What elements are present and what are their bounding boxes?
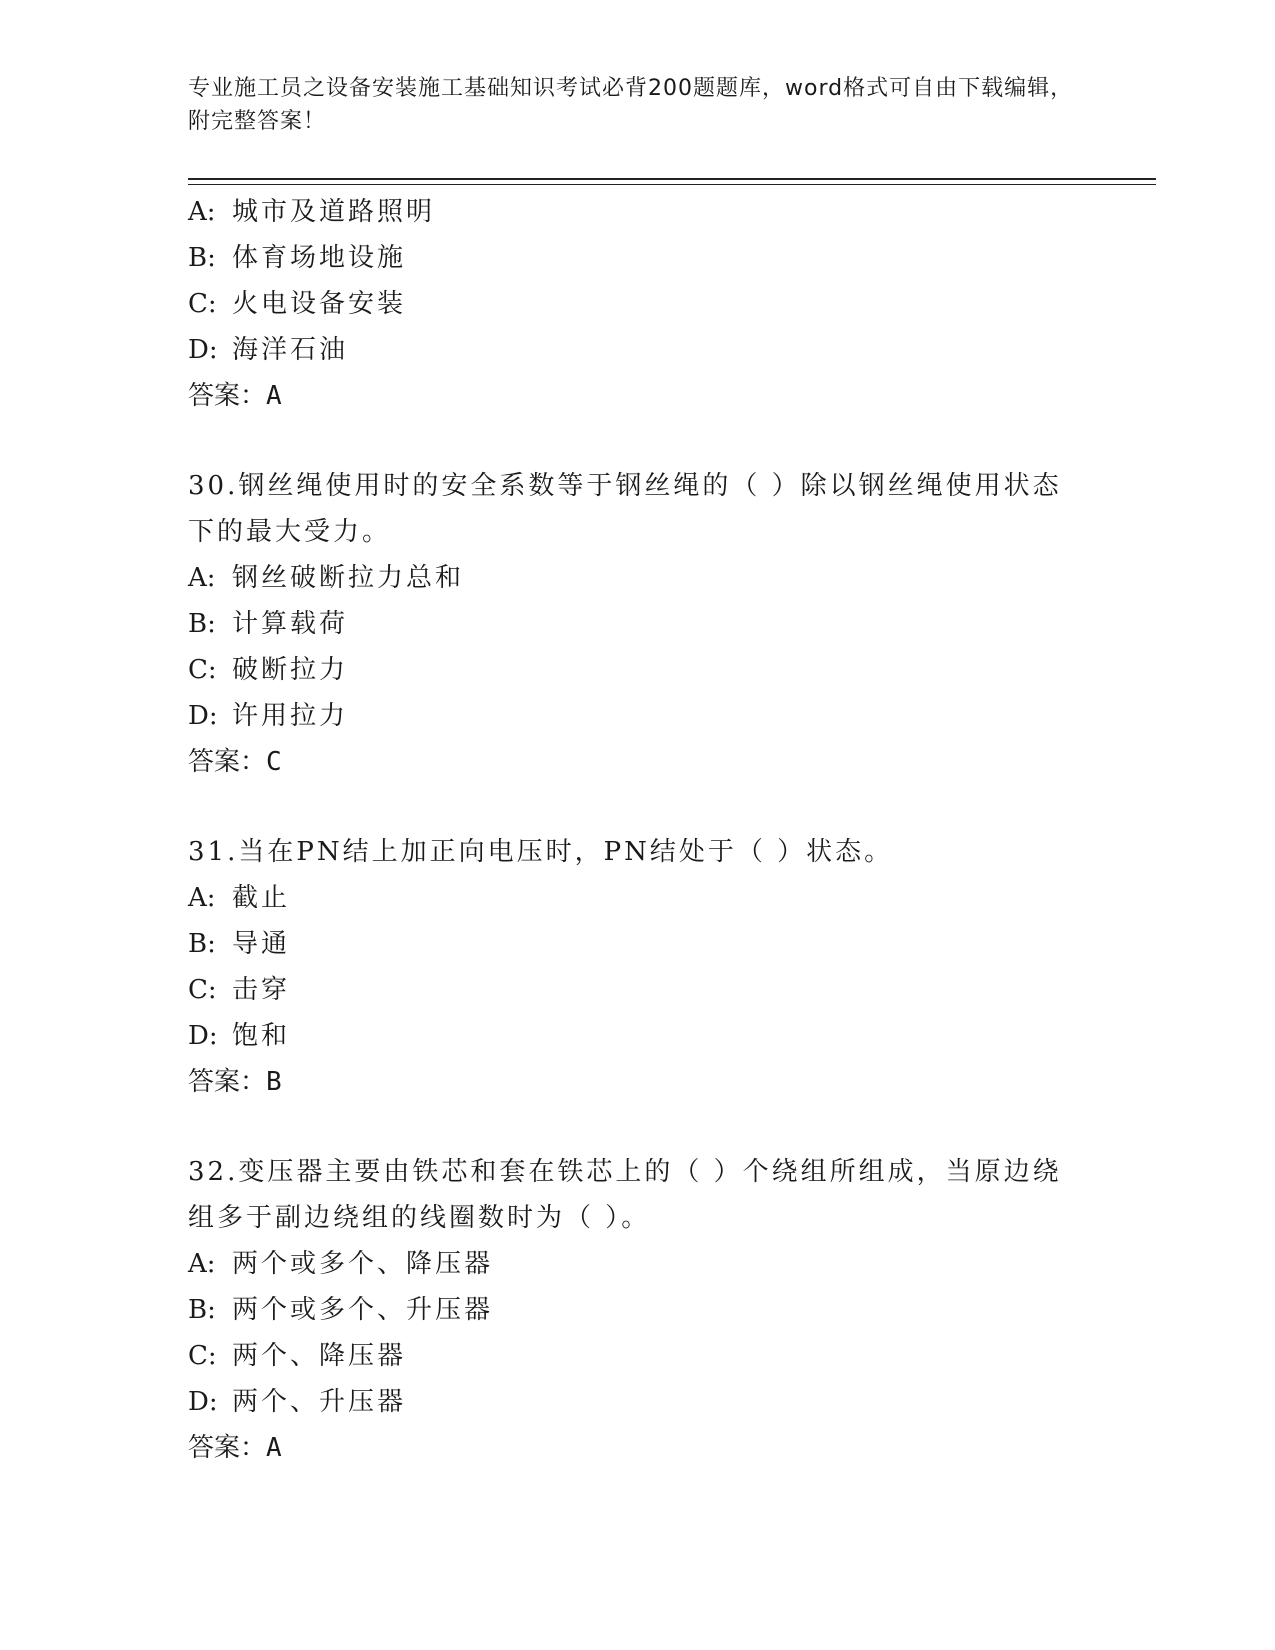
answer-value: B (266, 1067, 282, 1097)
option-letter: C: (188, 289, 217, 319)
answer-line (188, 1059, 1088, 1105)
option-d (188, 693, 1088, 739)
answer-line (188, 739, 1088, 785)
option-d (188, 1379, 1088, 1425)
answer-label: 答案： (188, 381, 267, 411)
option-c (188, 281, 1088, 327)
option-d (188, 1013, 1088, 1059)
answer-value: C (266, 747, 282, 777)
option-text: 许用拉力 (232, 701, 349, 731)
option-text: 截止 (232, 883, 291, 913)
option-d (188, 327, 1088, 373)
option-text: 两个、降压器 (232, 1341, 407, 1371)
header-divider-thin (188, 184, 1156, 185)
answer-value: A (266, 1433, 282, 1463)
answer-line (188, 373, 1088, 419)
question-stem: 30.钢丝绳使用时的安全系数等于钢丝绳的（ ）除以钢丝绳使用状态 (188, 471, 1062, 501)
option-letter: A: (188, 197, 216, 227)
question-stem: 31.当在PN结上加正向电压时，PN结处于（ ）状态。 (188, 837, 894, 867)
question-31 (188, 829, 1088, 1105)
spacer (188, 419, 1088, 463)
option-a (188, 875, 1088, 921)
option-text: 城市及道路照明 (232, 197, 436, 227)
option-letter: D: (188, 1021, 218, 1051)
option-text: 饱和 (232, 1021, 291, 1051)
spacer (188, 1105, 1088, 1149)
question-32 (188, 1149, 1088, 1471)
option-a (188, 1241, 1088, 1287)
answer-label: 答案： (188, 1067, 267, 1097)
option-text: 两个或多个、升压器 (232, 1295, 494, 1325)
option-text: 海洋石油 (232, 335, 349, 365)
spacer (188, 785, 1088, 829)
answer-line (188, 1425, 1088, 1471)
option-b (188, 921, 1088, 967)
option-letter: B: (188, 1295, 216, 1325)
option-letter: D: (188, 701, 218, 731)
question-30 (188, 463, 1088, 785)
option-letter: C: (188, 1341, 217, 1371)
answer-label: 答案： (188, 747, 267, 777)
option-a (188, 189, 1088, 235)
option-letter: C: (188, 975, 217, 1005)
option-text: 破断拉力 (232, 655, 349, 685)
option-text: 计算载荷 (232, 609, 349, 639)
option-c (188, 967, 1088, 1013)
option-text: 击穿 (232, 975, 291, 1005)
document-header: 专业施工员之设备安装施工基础知识考试必背200题题库，word格式可自由下载编辑，附完整答案！ (188, 76, 1074, 134)
option-text: 体育场地设施 (232, 243, 407, 273)
option-text: 两个或多个、降压器 (232, 1249, 494, 1279)
answer-label: 答案： (188, 1433, 267, 1463)
option-b (188, 1287, 1088, 1333)
option-letter: B: (188, 609, 216, 639)
option-letter: A: (188, 563, 216, 593)
option-text: 钢丝破断拉力总和 (232, 563, 465, 593)
option-letter: C: (188, 655, 217, 685)
option-a (188, 555, 1088, 601)
option-b (188, 235, 1088, 281)
question-29-continuation (188, 189, 1088, 419)
option-letter: D: (188, 1387, 218, 1417)
question-stem-continued: 下的最大受力。 (188, 517, 392, 547)
question-content (188, 189, 1088, 1471)
option-c (188, 647, 1088, 693)
option-text: 导通 (232, 929, 291, 959)
question-stem-continued: 组多于副边绕组的线圈数时为（ ）。 (188, 1203, 651, 1233)
option-text: 两个、升压器 (232, 1387, 407, 1417)
option-text: 火电设备安装 (232, 289, 407, 319)
option-letter: B: (188, 929, 216, 959)
answer-value: A (266, 381, 282, 411)
option-letter: D: (188, 335, 218, 365)
option-letter: B: (188, 243, 216, 273)
option-c (188, 1333, 1088, 1379)
header-divider-thick (188, 178, 1156, 180)
option-letter: A: (188, 883, 216, 913)
option-letter: A: (188, 1249, 216, 1279)
question-stem: 32.变压器主要由铁芯和套在铁芯上的（ ）个绕组所组成，当原边绕 (188, 1157, 1062, 1187)
option-b (188, 601, 1088, 647)
